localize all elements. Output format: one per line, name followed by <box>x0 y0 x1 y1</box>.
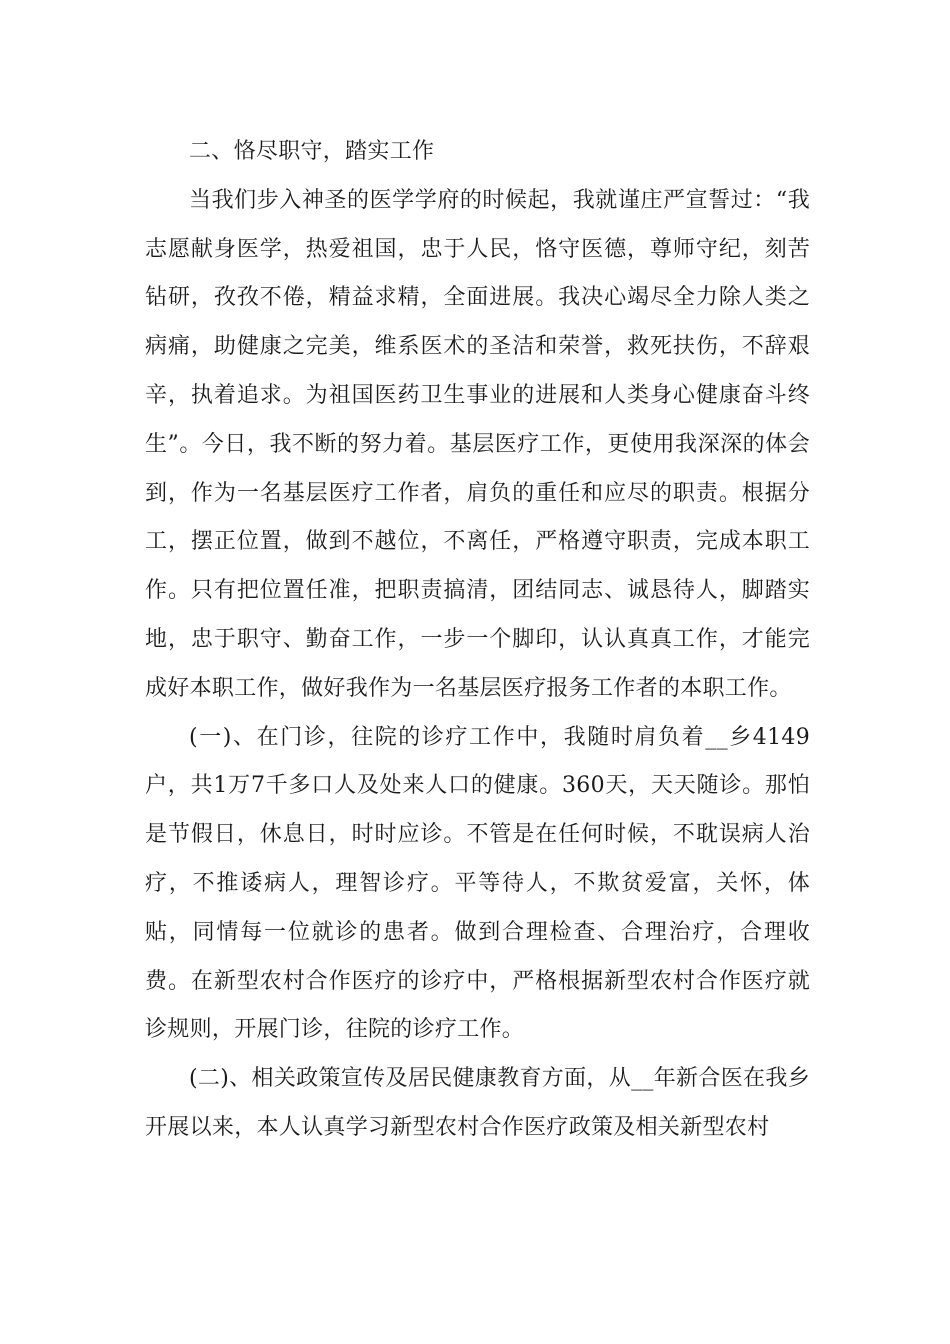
paragraph-oath: 当我们步入神圣的医学学府的时候起，我就谨庄严宣誓过：“我志愿献身医学，热爱祖国，忠于人民，恪守医德，尊师守纪，刻苦钻研，孜孜不倦，精益求精，全面进展。我决心竭尽全力除人类之病痛，助健康之完美，维系医术的圣洁和荣誉，救死扶伤，不辞艰辛，执着追求。为祖国医药卫生事业的进展和人类身心健康奋斗终生”。今日，我不断的努力着。基层医疗工作，更使用我深深的体会到，作为一名基层医疗工作者，肩负的重任和应尽的职责。根据分工，摆正位置，做到不越位，不离任，严格遵守职责，完成本职工作。只有把位置任准，把职责搞清，团结同志、诚恳待人，脚踏实地，忠于职守、勤奋工作，一步一个脚印，认认真真工作，才能完成好本职工作，做好我作为一名基层医疗报务工作者的本职工作。 <box>145 187 810 701</box>
document-body <box>145 128 810 1153</box>
paragraph-outpatient: (一)、在门诊，往院的诊疗工作中，我随时肩负着__乡4149户，共1万7千多口人及处来人口的健康。360天，天天随诊。那怕是节假日，休息日，时时应诊。不管是在任何时候，不耽误病人治疗，不推诿病人，理智诊疗。平等待人，不欺贫爱富，关怀，体贴，同情每一位就诊的患者。做到合理检查、合理治疗，合理收费。在新型农村合作医疗的诊疗中，严格根据新型农村合作医疗就诊规则，开展门诊，往院的诊疗工作。 <box>145 724 810 1043</box>
section-heading: 二、恪尽职守，踏实工作 <box>189 139 435 164</box>
paragraph-policy: (二)、相关政策宣传及居民健康教育方面，从__年新合医在我乡开展以来，本人认真学习新型农村合作医疗政策及相关新型农村 <box>145 1066 810 1140</box>
